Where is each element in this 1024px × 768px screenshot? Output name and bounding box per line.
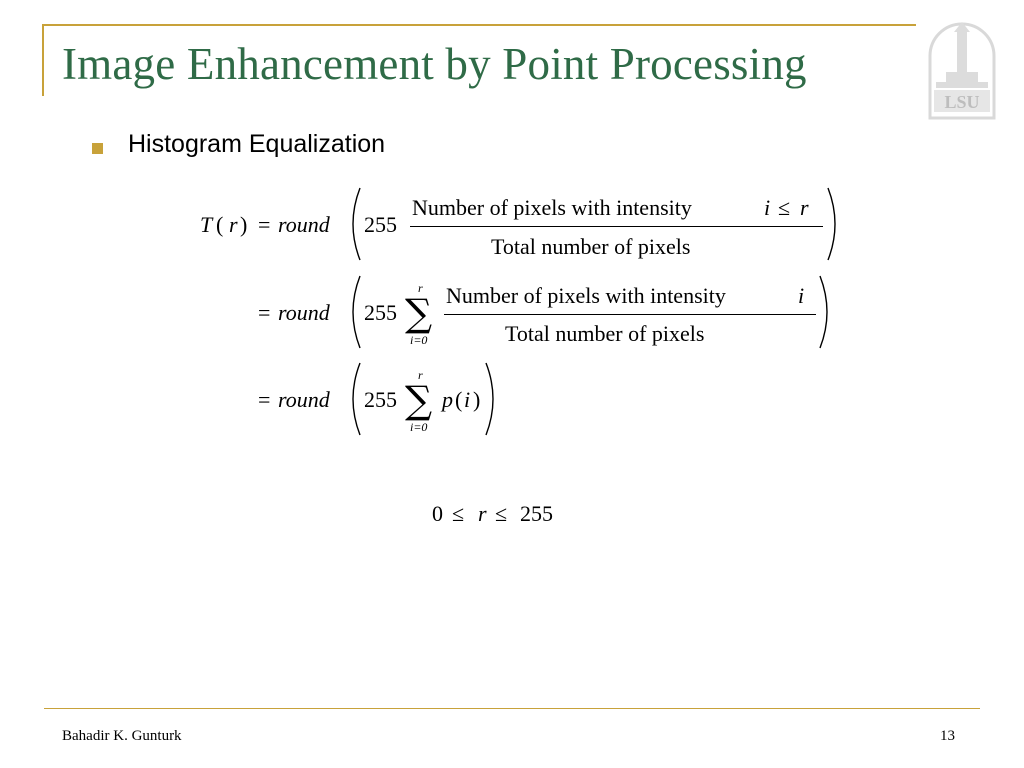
eq1-num-i: i — [764, 195, 771, 220]
slide-title: Image Enhancement by Point Processing — [62, 39, 807, 89]
eq2-fraction-bar — [444, 314, 816, 315]
eq3-sum-lower: i=0 — [410, 420, 428, 434]
eq3-p-close: ) — [473, 387, 481, 412]
range-leq-1: ≤ — [452, 501, 465, 526]
eq1-const: 255 — [364, 212, 397, 237]
eq3-equals: = — [258, 387, 271, 412]
eq1-round: round — [278, 212, 330, 237]
eq1-num-r: r — [800, 195, 809, 220]
eq3-sum-upper: r — [418, 368, 423, 382]
eq1-num-leq: ≤ — [778, 195, 791, 220]
eq1-r: r — [229, 212, 238, 237]
eq3-round: round — [278, 387, 330, 412]
eq3-p-i: i — [464, 387, 471, 412]
eq3-p-open: ( — [455, 387, 463, 412]
eq2-sum-upper: r — [418, 281, 423, 295]
eq3-big-paren-left — [342, 361, 364, 437]
lsu-logo-icon — [924, 18, 1000, 122]
eq1-big-paren-left — [342, 186, 364, 262]
logo-text: LSU — [944, 92, 980, 112]
eq1-paren-close: ) — [240, 212, 248, 237]
eq3-const: 255 — [364, 387, 397, 412]
footer-divider — [44, 708, 980, 709]
eq1-big-paren-right — [824, 186, 846, 262]
eq1-denominator: Total number of pixels — [491, 234, 691, 259]
eq2-equals: = — [258, 300, 271, 325]
range-low: 0 — [432, 501, 443, 526]
eq1-numerator: Number of pixels with intensity — [412, 195, 692, 220]
range-leq-2: ≤ — [495, 501, 508, 526]
range-high: 255 — [520, 501, 553, 526]
eq2-round: round — [278, 300, 330, 325]
eq2-sum-lower: i=0 — [410, 333, 428, 347]
eq3-sigma-icon: ∑ — [405, 378, 433, 422]
frame-left-line — [42, 24, 44, 96]
eq1-equals: = — [258, 212, 271, 237]
eq1-T: T — [200, 212, 213, 237]
eq2-numerator: Number of pixels with intensity — [446, 283, 726, 308]
bullet-histogram-equalization: Histogram Equalization — [128, 130, 386, 158]
bullet-marker — [92, 143, 103, 154]
eq1-fraction-bar — [410, 226, 823, 227]
eq2-num-i: i — [798, 283, 805, 308]
eq3-big-paren-right — [482, 361, 504, 437]
eq2-sigma-icon: ∑ — [405, 291, 433, 335]
footer-author: Bahadir K. Gunturk — [62, 728, 182, 744]
eq1-paren-open: ( — [216, 212, 224, 237]
eq2-big-paren-left — [342, 274, 364, 350]
eq2-denominator: Total number of pixels — [505, 321, 705, 346]
footer-page-number: 13 — [940, 728, 955, 744]
eq2-big-paren-right — [816, 274, 838, 350]
frame-top-line — [42, 24, 916, 26]
range-r: r — [478, 501, 487, 526]
eq2-const: 255 — [364, 300, 397, 325]
eq3-p: p — [442, 387, 453, 412]
